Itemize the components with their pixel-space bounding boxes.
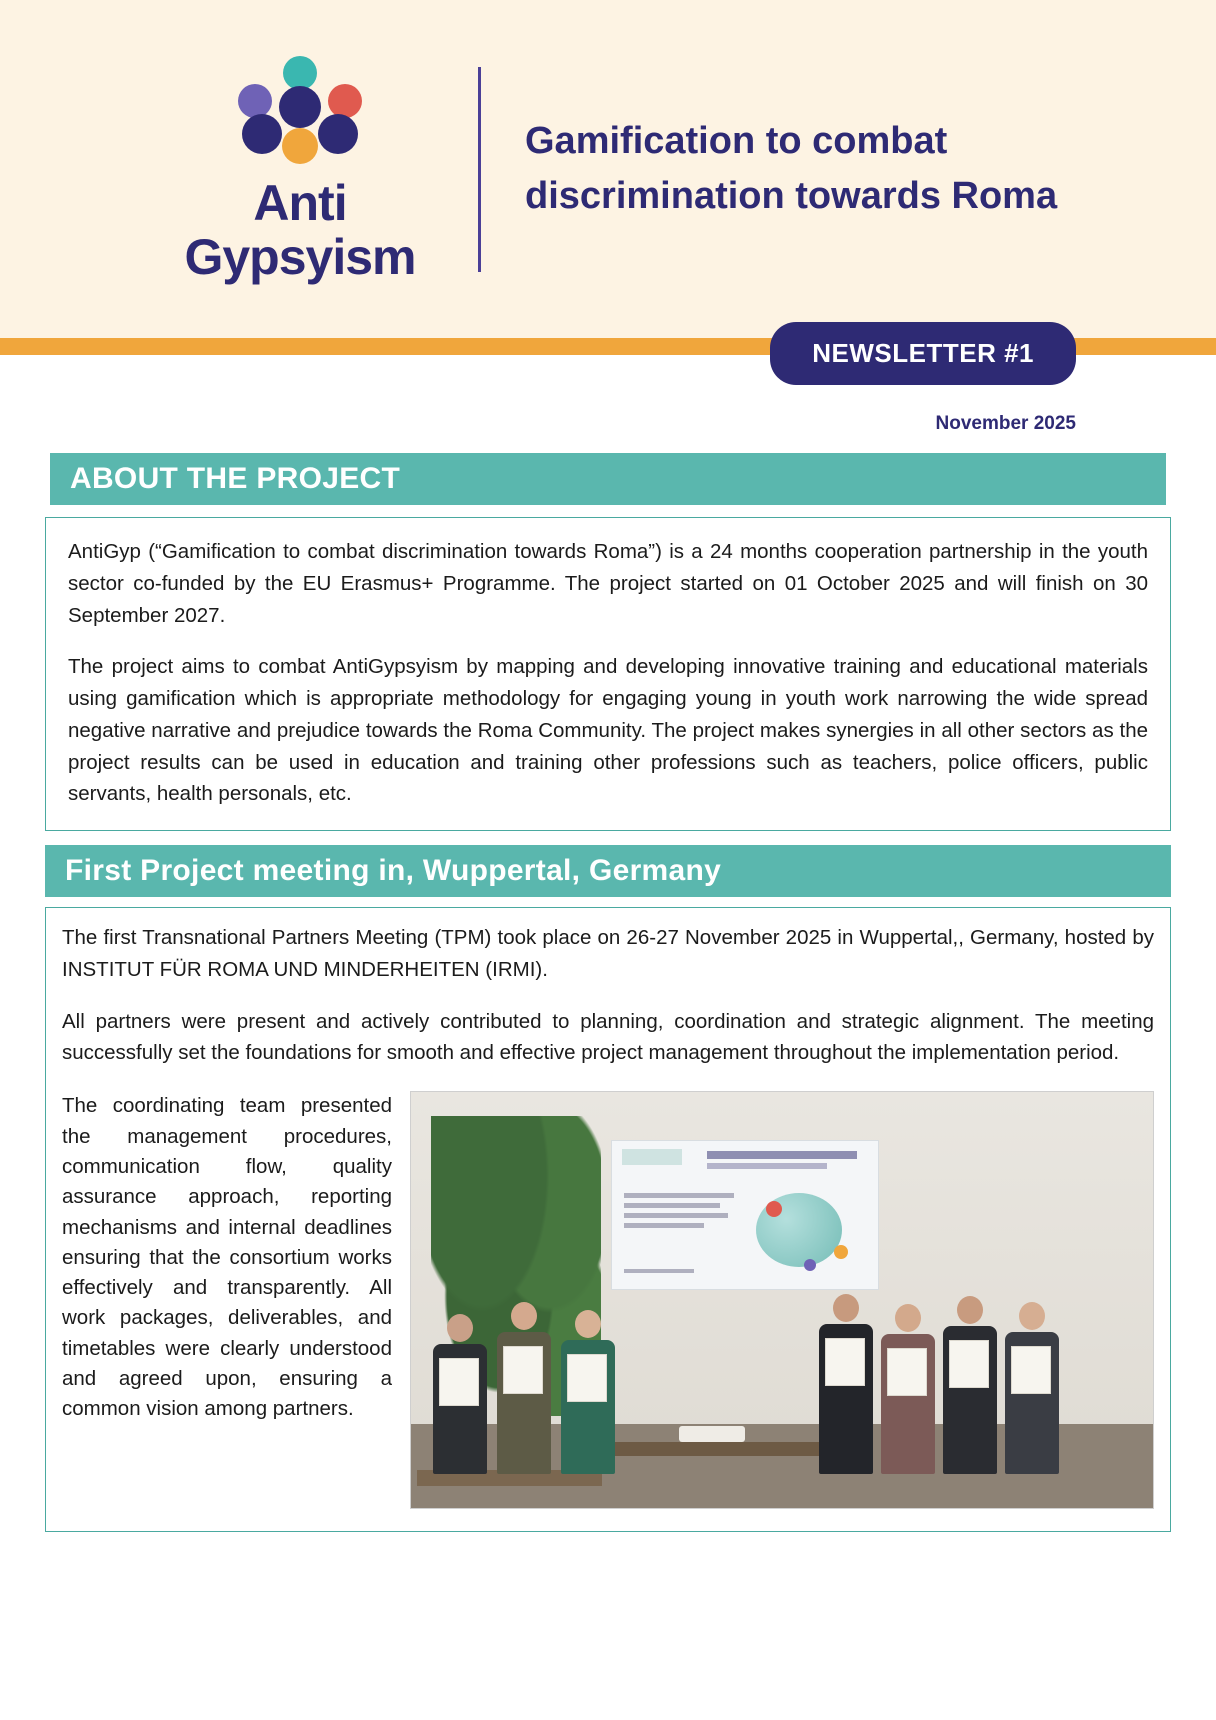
header-divider (478, 67, 481, 272)
presentation-slide (611, 1140, 879, 1290)
about-paragraph-1: AntiGyp (“Gamification to combat discrimination towards Roma”) is a 24 months cooperation partnership in the youth sector co-funded by the EU Erasmus+ Programme. The project started on 01 October 2025 and will finish on 30 September 2027. (68, 540, 1148, 627)
meeting-two-column-block (62, 1091, 1154, 1509)
logo-word-gypsyism: Gypsyism (184, 229, 416, 285)
page-header (0, 0, 1216, 338)
page-title: Gamification to combat discrimination towards Roma (525, 119, 1058, 217)
logo-block (150, 56, 450, 285)
meeting-column-text: The coordinating team presented the management procedures, communication flow, quality assurance approach, reporting mechanisms and internal deadlines ensuring that the consortium works effectively and transparently. All work packages, deliverables, and timetables were clearly understood and agreed upon, ensuring a common vision among partners. (62, 1094, 392, 1421)
about-paragraph-2: The project aims to combat AntiGypsyism by mapping and developing innovative training and educational materials using gamification which is appropriate methodology for engaging young in youth work narrowing the wide spread negative narrative and prejudice towards the Roma Community. The project makes synergies in all other sectors as the project results can be used in education and training other professions such as teachers, police officers, public servants, health personals, etc. (68, 655, 1148, 806)
section-panel-about (45, 517, 1171, 831)
logo-word-anti: Anti (253, 175, 347, 231)
meeting-paragraph-2: All partners were present and actively contributed to planning, coordination and strategic alignment. The meeting successfully set the foundations for smooth and effective project management throughout the implementation period. (62, 1009, 1154, 1065)
section-heading-meeting: First Project meeting in, Wuppertal, Germany (45, 845, 1171, 897)
section-heading-about: ABOUT THE PROJECT (50, 453, 1166, 505)
section-panel-meeting (45, 907, 1171, 1532)
meeting-paragraph-1: The first Transnational Partners Meeting (TPM) took place on 26-27 November 2025 in Wuppertal,, Germany, hosted by INSTITUT FÜR ROMA UND MINDERHEITEN (IRMI). (62, 926, 1154, 981)
newsletter-badge: NEWSLETTER #1 (770, 322, 1076, 385)
group-photo-wuppertal-meeting (410, 1091, 1154, 1509)
document-content (0, 453, 1216, 1532)
newsletter-date: November 2025 (935, 413, 1076, 434)
antigypsyism-logo-icon (224, 56, 376, 168)
